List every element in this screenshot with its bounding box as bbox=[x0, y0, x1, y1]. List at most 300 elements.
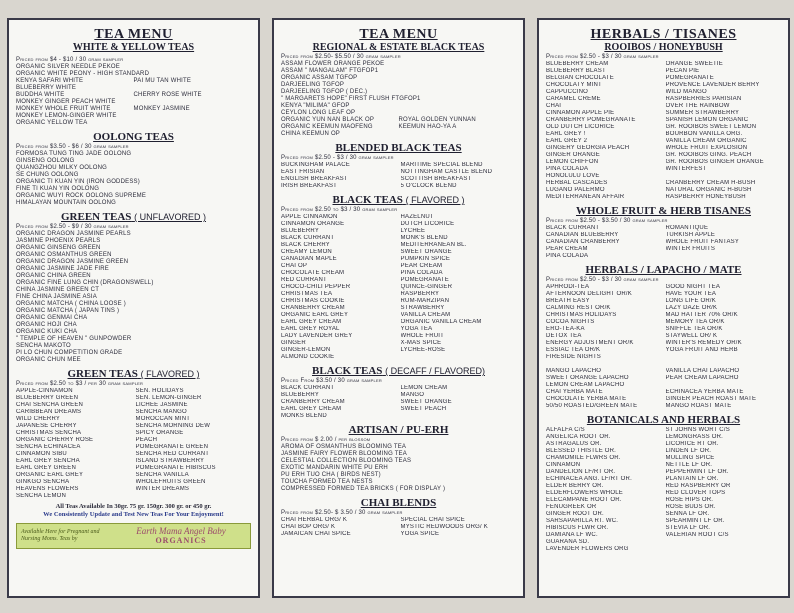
list-item: SENCHA VANILLA bbox=[135, 472, 189, 478]
list-item: ORGANIC GINSENG GREEN bbox=[16, 245, 101, 251]
list-item: PU ERH TUO CHA ( BIRDS NEST) bbox=[281, 472, 381, 478]
section-title-regional: REGIONAL & ESTATE BLACK TEAS bbox=[312, 42, 485, 53]
list-item bbox=[546, 361, 662, 368]
section-subtitle: ( UNFLAVORED ) bbox=[134, 212, 206, 222]
list-item: SWEET ORANGE bbox=[400, 249, 452, 255]
list-item: SWEET ORANGE bbox=[400, 399, 452, 405]
list-item: WHOLE FRUIT bbox=[400, 333, 445, 339]
artisan-list bbox=[281, 444, 516, 493]
list-item: SWEET ORANGE LAPACHO bbox=[546, 375, 629, 381]
oolong-list bbox=[16, 151, 251, 207]
two-column-list bbox=[281, 517, 516, 538]
list-item: SPICY ORANGE bbox=[135, 430, 184, 436]
section-title-green-flavored bbox=[16, 368, 251, 381]
list-item: DARJEELING TGFOP ( DEC.) bbox=[281, 89, 368, 95]
section-title-artisan: ARTISAN / PU-ERH bbox=[348, 424, 449, 436]
list-item: OLD DUTCH LICORICE bbox=[546, 124, 615, 130]
list-item: ECHINACEA ANG. LF/RT OR. bbox=[546, 476, 632, 482]
list-item: 5 O'CLOCK BLEND bbox=[400, 183, 457, 189]
list-item: ORGANIC MATCHA ( JAPAN TINS ) bbox=[16, 308, 120, 314]
list-item: WINTERFEST bbox=[665, 166, 707, 172]
list-item: " TEMPLE OF HEAVEN " GUNPOWDER bbox=[16, 336, 132, 342]
section-price: Priced from $4 - $10 / 30 gram sampler bbox=[16, 57, 124, 63]
list-item: ALMOND COOKIE bbox=[281, 354, 335, 360]
list-item: LEMON CREAM LAPACHO bbox=[546, 382, 625, 388]
list-item: SUMMER STRAWBERRY bbox=[665, 110, 740, 116]
column-right bbox=[401, 517, 517, 538]
list-item: SENCHA MAKOTO bbox=[16, 343, 71, 349]
list-item: WHOLE FRUIT EXPLOSION bbox=[665, 145, 748, 151]
list-item: NOTTINGHAM CASTLE BLEND bbox=[400, 169, 493, 175]
list-item: ROMANTIQUE bbox=[665, 225, 709, 231]
list-pair bbox=[16, 92, 251, 99]
list-item: PLANTAIN LF OR. bbox=[665, 476, 719, 482]
list-item: ROYAL GOLDEN YUNNAN bbox=[398, 117, 476, 123]
list-item: LADY LAVENDER GREY bbox=[281, 333, 353, 339]
list-item: 50/50 ROASTED/GREEN MATE bbox=[546, 403, 638, 409]
list-item: BLUEBERRY WHITE bbox=[16, 85, 77, 91]
list-item: CHRISTMAS HOLIDAYS bbox=[546, 312, 617, 318]
list-item: POMEGRANATE GREEN bbox=[135, 444, 209, 450]
list-item: POMEGRANATE HIBISCUS bbox=[135, 465, 216, 471]
list-item: STEVIA LF OR. bbox=[665, 525, 711, 531]
list-item: ORGANIC OSMANTHUS GREEN bbox=[16, 252, 112, 258]
list-item: SNIFFLE TEA OR/K bbox=[665, 326, 723, 332]
list-item: CHAI YERBA MATE bbox=[546, 389, 603, 395]
list-item: FINE CHINA JASMINE ASIA bbox=[16, 294, 97, 300]
list-item: ASSAM FLOWER ORANGE PEKOE bbox=[281, 61, 385, 67]
list-item: TOUCHA FORMED TEA NESTS bbox=[281, 479, 373, 485]
list-item: ROSE BUDS OR. bbox=[665, 504, 716, 510]
list-item: PEACH bbox=[135, 437, 158, 443]
section-price: Priced From $3.50 / 30 gram sampler bbox=[281, 378, 382, 384]
list-item: CHAI BOP ORG/ K bbox=[281, 524, 336, 530]
list-pair bbox=[281, 117, 516, 124]
list-item: ORGANIC TI KUAN YIN (IRON GODDESS) bbox=[16, 179, 140, 185]
list-item: CANADIAN CRANBERRY bbox=[546, 239, 620, 245]
section-price: Priced from $2.50 - $3 / 30 gram sampler bbox=[281, 155, 394, 161]
list-item: GUARANA SD. bbox=[546, 539, 590, 545]
section-price: Priced from $2.50 - $3.50 / 30 gram sampler bbox=[546, 218, 668, 224]
list-item: CREAMY LEMON bbox=[281, 249, 332, 255]
list-item: EARL GREY CREAM bbox=[281, 406, 342, 412]
list-item: HERBAL CASCADES bbox=[546, 180, 608, 186]
section-title-botanicals: BOTANICALS AND HERBALS bbox=[586, 414, 741, 426]
list-item: CANADIAN MAPLE bbox=[281, 256, 337, 262]
list-pair bbox=[281, 124, 516, 131]
list-item: ORGANIC ASSAM TGFOP bbox=[281, 75, 358, 81]
list-item: RASPBERRIES PARISIAN bbox=[665, 96, 742, 102]
list-item bbox=[136, 493, 252, 500]
list-item: AFTERNOON DELIGHT OR/K bbox=[546, 291, 632, 297]
list-item: CINNAMON bbox=[546, 462, 581, 468]
list-item: CRANBERRY CREAM bbox=[281, 305, 345, 311]
column-left bbox=[281, 385, 397, 420]
list-item: APHRODI-TEA bbox=[546, 284, 590, 290]
list-item: POMEGRANATE bbox=[400, 277, 449, 283]
list-item: BREATH EASY bbox=[546, 298, 590, 304]
list-item: FIRESIDE NIGHTS bbox=[546, 354, 602, 360]
two-column-list bbox=[546, 284, 781, 410]
list-item: MOROCCAN MINT bbox=[135, 416, 191, 422]
list-item: MAD HATTER 70% OR/K bbox=[665, 312, 738, 318]
list-item: ENERGY ADJUSTMENT OR/K bbox=[546, 340, 634, 346]
list-item: LAVENDER FLOWERS ORG bbox=[546, 546, 629, 552]
list-item bbox=[666, 173, 782, 180]
column-left bbox=[546, 225, 662, 260]
list-item: RED CURRANT bbox=[281, 277, 327, 283]
list-item: CHINA JASMINE GREEN CT bbox=[16, 287, 100, 293]
list-item: CAPPUCCINO bbox=[546, 89, 589, 95]
list-item: SCOTTISH BREAKFAST bbox=[400, 176, 472, 182]
list-item: FORMOSA TUNG TING JADE OOLONG bbox=[16, 151, 132, 157]
column-right bbox=[666, 427, 782, 553]
section-price: Priced from $2.50 to $3 / per 30 gram sampler bbox=[16, 381, 144, 387]
list-item: SPECIAL CHAI SPICE bbox=[400, 517, 465, 523]
column-left bbox=[281, 214, 397, 361]
list-item: WHOLEFRUITS GREEN bbox=[135, 479, 206, 485]
list-item: CEYLON LONG LEAF OP bbox=[281, 110, 356, 116]
brand-logo-name: Earth Mama Angel Baby bbox=[136, 526, 226, 536]
list-item: DAMIANA LF WC. bbox=[546, 532, 598, 538]
list-item: BLUEBERRY CREAM bbox=[546, 61, 609, 67]
list-item: ENGLISH BREAKFAST bbox=[281, 176, 348, 182]
list-item: POMEGRANATE bbox=[665, 75, 714, 81]
list-item: CRANBERRY CREAM H-BUSH bbox=[665, 180, 756, 186]
list-item: ORGANIC KEEMUN MAOFENG bbox=[281, 124, 373, 130]
menu-title: TEA MENU bbox=[94, 27, 173, 42]
list-item: JAMAICAN CHAI SPICE bbox=[281, 531, 351, 537]
list-item: SWEET PEACH bbox=[400, 406, 447, 412]
list-item: SENCHA MORNING DEW bbox=[135, 423, 211, 429]
section-price: Priced from $2.50 - $3 / 30 gram sampler bbox=[546, 54, 659, 60]
section-price: Priced from $2.50 - $3 / 30 gram sampler bbox=[546, 277, 659, 283]
section-title-text: BLACK TEAS bbox=[312, 365, 383, 377]
list-item: MONKEY WHOLE FRUIT WHITE bbox=[16, 106, 111, 112]
column-right bbox=[666, 284, 782, 410]
list-item: KEEMUN HAO-YA A bbox=[398, 124, 457, 130]
list-item: COMPRESSED FORMED TEA BRICKS ( FOR DISPLAY ) bbox=[281, 486, 446, 492]
list-item: BELGIAN CHOCOLATE bbox=[546, 75, 614, 81]
list-item: CARAMEL CREME bbox=[546, 96, 601, 102]
list-item: ORGANIC DRAGON JASMINE PEARLS bbox=[16, 231, 131, 237]
list-item: RUM-MARZIPAN bbox=[400, 298, 450, 304]
list-item: CELESTIAL COLLECTION BLOOMING TEAS bbox=[281, 458, 412, 464]
list-item: PEPPERMINT LF OR. bbox=[665, 469, 729, 475]
list-item bbox=[666, 361, 782, 368]
list-item: ORGANIC CHINA GREEN bbox=[16, 273, 91, 279]
list-item: HAZELNUT bbox=[400, 214, 434, 220]
list-item: CHOCO-CHILI PEPPER bbox=[281, 284, 351, 290]
list-item: PINA COLADA bbox=[546, 166, 589, 172]
column-right bbox=[666, 225, 782, 260]
banner-text: Available Here for Pregnant and Nursing Moms. Teas by bbox=[21, 529, 100, 542]
list-item: ORANGE SWEETIE bbox=[665, 61, 723, 67]
list-item: SENNA LF OR. bbox=[665, 511, 710, 517]
list-item: ESSIAC TEA OR/K bbox=[546, 347, 601, 353]
list-item: VANILLA CREAM bbox=[400, 312, 451, 318]
list-item: X-MAS SPICE bbox=[400, 340, 442, 346]
list-item: MEDITERRANEAN BL. bbox=[400, 242, 467, 248]
column-left bbox=[546, 61, 662, 201]
list-item bbox=[666, 253, 782, 260]
section-title-black-decaf bbox=[281, 365, 516, 378]
two-column-list bbox=[281, 162, 516, 190]
list-item: EARL GREY 2 bbox=[546, 138, 588, 144]
list-item: MEDITERRANEAN AFFAIR bbox=[546, 194, 625, 200]
two-column-list bbox=[546, 61, 781, 201]
list-item: ORGANIC SILVER NEEDLE PEKOE bbox=[16, 64, 120, 70]
list-item: MONKEY GINGER PEACH WHITE bbox=[16, 99, 116, 105]
list-item: NETTLE LF OR. bbox=[665, 462, 713, 468]
column-right bbox=[136, 388, 252, 500]
list-item: ANGELICA ROOT OR. bbox=[546, 434, 611, 440]
list-item: VANILLA CHAI LAPACHO bbox=[665, 368, 740, 374]
list-item: ORGANIC VANILLA CREAM bbox=[400, 319, 482, 325]
column-left bbox=[546, 427, 662, 553]
list-item: BOURBON VANILLA ORG. bbox=[665, 131, 743, 137]
section-title-rooibos: ROOIBOS / HONEYBUSH bbox=[604, 42, 723, 53]
list-item: PEAR CREAM LAPACHO bbox=[665, 375, 739, 381]
column-right bbox=[401, 385, 517, 420]
list-item: VALERIAN ROOT C/S bbox=[665, 532, 729, 538]
list-item: CHOCOLATE YERBA MATE bbox=[546, 396, 627, 402]
section-title-herbals-lapacho: HERBALS / LAPACHO / MATE bbox=[585, 264, 742, 276]
list-item: GINGER-LEMON bbox=[281, 347, 331, 353]
list-item: ORGANIC KUKI CHA bbox=[16, 329, 78, 335]
list-item: ORGANIC DRAGON JASMINE GREEN bbox=[16, 259, 129, 265]
list-item: PECAN PIE bbox=[665, 68, 700, 74]
list-item: DETOX TEA bbox=[546, 333, 582, 339]
list-item: ORGANIC WUYI ROCK OOLONG SUPREME bbox=[16, 193, 147, 199]
list-item: SPEARMINT LF OR. bbox=[665, 518, 725, 524]
update-note: We Consistently Update and Test New Teas For Your Enjoyment! bbox=[43, 511, 224, 518]
list-item: MONKEY LEMON-GINGER WHITE bbox=[16, 113, 117, 119]
list-item: BLESSED THISTLE OR. bbox=[546, 448, 617, 454]
list-item: CINNAMON APPLE PIE bbox=[546, 110, 615, 116]
two-column-list bbox=[281, 214, 516, 361]
list-item: GINGER bbox=[281, 340, 306, 346]
list-item: CANADIAN BLUEBERRY bbox=[546, 232, 619, 238]
list-item: ROSE HIPS OR. bbox=[665, 497, 714, 503]
column-right bbox=[401, 214, 517, 361]
list-item: ORGANIC MATCHA ( CHINA LOOSE ) bbox=[16, 301, 126, 307]
list-item: SENCHA MANGO bbox=[135, 409, 187, 415]
list-item: LUGANO PALERMO bbox=[546, 187, 605, 193]
list-item: RED RASPBERRY OR bbox=[665, 483, 731, 489]
list-item: ORGANIC GENMAI CHA bbox=[16, 315, 88, 321]
list-item: SEN. HOLIDAYS bbox=[135, 388, 184, 394]
brand-logo bbox=[116, 527, 246, 545]
list-item: PAI MU TAN WHITE bbox=[133, 78, 192, 84]
list-item: BLACK CURRANT bbox=[281, 235, 335, 241]
list-item: CHRISTMAS SENCHA bbox=[16, 430, 82, 436]
list-item: MANGO ROAST MATE bbox=[665, 403, 732, 409]
list-item: CHAI SENCHA GREEN bbox=[16, 402, 84, 408]
list-item: GINGER ROOT OR. bbox=[546, 511, 604, 517]
list-item: SENCHA LEMON bbox=[16, 493, 67, 499]
list-item: MARITIME SPECIAL BLEND bbox=[400, 162, 483, 168]
list-item: CHAMOMILE FLWRS OR. bbox=[546, 455, 621, 461]
list-item: HIMALAYAN MOUNTAIN OOLONG bbox=[16, 200, 117, 206]
list-item: MONKEY JASMINE bbox=[133, 106, 190, 112]
list-item: ORGANIC JASMINE JADE FIRE bbox=[16, 266, 110, 272]
list-item: WHOLE FRUIT FANTASY bbox=[665, 239, 740, 245]
section-title-white-yellow: WHITE & YELLOW TEAS bbox=[72, 42, 195, 53]
list-item: DANDELION LF/RT OR. bbox=[546, 469, 616, 475]
list-item: BLUEBERRY bbox=[281, 392, 320, 398]
list-item: WINTER FRUITS bbox=[665, 246, 716, 252]
list-item: EXOTIC MANDARIN WHITE PU ERH bbox=[281, 465, 388, 471]
brand-logo-organics: ORGANICS bbox=[155, 536, 207, 545]
list-item: CHOCOLATY MINT bbox=[546, 82, 602, 88]
section-title-text: GREEN TEAS bbox=[67, 368, 138, 380]
list-item: ECHINACEA YERBA MATE bbox=[665, 389, 744, 395]
list-item: COCOA NIGHTS bbox=[546, 319, 595, 325]
section-price: Priced from $ 2.00 / per blossom bbox=[281, 437, 371, 443]
section-title-green-unflavored bbox=[16, 211, 251, 224]
column-right bbox=[401, 162, 517, 190]
column-right bbox=[666, 61, 782, 201]
list-item: BLACK CHERRY bbox=[281, 242, 330, 248]
list-pair bbox=[16, 78, 251, 85]
column-left bbox=[281, 517, 397, 538]
section-subtitle: ( FLAVORED ) bbox=[140, 369, 200, 379]
list-item: PINA COLADA bbox=[546, 253, 589, 259]
section-title-black-flavored bbox=[281, 194, 516, 207]
list-item: STRAWBERRY bbox=[400, 305, 445, 311]
list-item: RED CLOVER TOPS bbox=[665, 490, 726, 496]
list-item: GR. ROOIBOS GINGER ORANGE bbox=[665, 159, 764, 165]
list-item: EARL GREY ROYAL bbox=[281, 326, 340, 332]
list-item: ORGANIC CHUN MEE bbox=[16, 357, 81, 363]
list-item: YOGA TEA bbox=[400, 326, 433, 332]
section-price: Priced from $2.50- $ 3.50 / 30 gram sampler bbox=[281, 510, 403, 516]
list-item: LONG LIFE OR/K bbox=[665, 298, 716, 304]
list-item bbox=[666, 539, 782, 546]
list-item bbox=[666, 382, 782, 389]
section-subtitle: ( DECAFF / FLAVORED) bbox=[385, 366, 485, 376]
list-item: GR. ROOIBOS GING. PEACH bbox=[665, 152, 752, 158]
menu-panel-1 bbox=[7, 18, 260, 598]
list-item: CHRISTMAS COOKIE bbox=[281, 298, 345, 304]
list-item: GINKGO SENCHA bbox=[16, 479, 70, 485]
menu-panel-2 bbox=[272, 18, 525, 598]
list-item: PI LO CHUN COMPETITION GRADE bbox=[16, 350, 123, 356]
column-left bbox=[16, 388, 132, 500]
list-item: NATURAL ORGANIC H-BUSH bbox=[665, 187, 752, 193]
section-title-chai: CHAI BLENDS bbox=[360, 497, 437, 509]
green-unflavored-list bbox=[16, 231, 251, 364]
section-price: Priced from $2.50- $5.50 / 30 gram sampler bbox=[281, 54, 401, 60]
column-left bbox=[546, 284, 662, 410]
list-item: PEAR CREAM bbox=[400, 263, 443, 269]
list-item: LEMON CHIFFON bbox=[546, 159, 599, 165]
sizes-note: All Teas Available In 30gr. 75 gr. 150gr. 300 gr. or 450 gr. bbox=[55, 503, 212, 510]
list-item: JASMINE FAIRY FLOWER BLOOMING TEA bbox=[281, 451, 407, 457]
list-item: ALFALFA C/S bbox=[546, 427, 585, 433]
list-item: FENUGREEK OR bbox=[546, 504, 597, 510]
list-item: CHOCOLATE CREAM bbox=[281, 270, 345, 276]
list-item: SENCHA RED CURRANT bbox=[135, 451, 210, 457]
list-item: EARL GREY GREEN bbox=[16, 465, 77, 471]
section-title-text: BLACK TEAS bbox=[332, 194, 403, 206]
list-item: ORGANIC WHITE PEONY - HIGH STANDARD bbox=[16, 71, 150, 77]
list-item: TURKISH APPLE bbox=[665, 232, 716, 238]
list-item: LICORICE RT OR. bbox=[665, 441, 719, 447]
list-item: JASMINE PHOENIX PEARLS bbox=[16, 238, 101, 244]
list-item: SENCHA ECHINACEA bbox=[16, 444, 81, 450]
list-item: JAPANESE CHERRY bbox=[16, 423, 77, 429]
list-item: CARIBBEAN DREAMS bbox=[16, 409, 82, 415]
list-item: MEMORY TEA OR/K bbox=[665, 319, 725, 325]
list-item: ELECAMPANE ROOT OR. bbox=[546, 497, 622, 503]
menu-title: HERBALS / TISANES bbox=[590, 27, 737, 42]
list-item: ST JOHNS WORT C/S bbox=[665, 427, 730, 433]
list-item: MANGO LAPACHO bbox=[546, 368, 602, 374]
list-item: DARJEELING TGFOP bbox=[281, 82, 345, 88]
list-item: BUCKINGHAM PALACE bbox=[281, 162, 350, 168]
list-item: GINGER PEACH ROAST MATE bbox=[665, 396, 757, 402]
list-item: RASPBERRY HONEYBUSH bbox=[665, 194, 746, 200]
list-item: ORGANIC YUN NAN BLACK OP bbox=[281, 117, 375, 123]
list-item: CRANBERRY POMEGRANATE bbox=[546, 117, 636, 123]
section-price: Priced from $2.50 to $3 / 30 gram sampler bbox=[281, 207, 398, 213]
list-item: HIBISCUS FLWR OR. bbox=[546, 525, 609, 531]
list-item: APPLE CINNAMON bbox=[281, 214, 338, 220]
list-item: HEAVENS FLOWERS bbox=[16, 486, 79, 492]
list-item: YOGA FRUIT AND HERB bbox=[665, 347, 738, 353]
list-item: LYCHEE-ROSE bbox=[400, 347, 446, 353]
list-item: ORGANIC CHERRY ROSE bbox=[16, 437, 94, 443]
list-item: MONKS BLEND bbox=[281, 413, 327, 419]
list-item: BLUEBERRY BLAST bbox=[546, 68, 606, 74]
section-title-oolong: OOLONG TEAS bbox=[93, 131, 174, 143]
regional-list bbox=[281, 61, 516, 117]
pregnancy-banner bbox=[16, 523, 251, 549]
list-item: SPANISH LEMON ORGANIC bbox=[665, 117, 749, 123]
list-item: ORGANIC EARL GREY bbox=[16, 472, 84, 478]
list-item: GINSENG OOLONG bbox=[16, 158, 75, 164]
section-price: Priced from $2.50 - $9 / 30 gram sampler bbox=[16, 224, 129, 230]
list-item: AROMA OF OSMANTHUS BLOOMING TEA bbox=[281, 444, 407, 450]
list-item: CALMING REST OR/K bbox=[546, 305, 611, 311]
list-item: LYCHEE bbox=[400, 228, 426, 234]
list-item: VANILLA CREAM ORGANIC bbox=[665, 138, 747, 144]
list-item: CHAI OP bbox=[281, 263, 308, 269]
list-item: SARSAPARILLA RT. WC. bbox=[546, 518, 619, 524]
list-item: LEMONGRASS OR. bbox=[665, 434, 723, 440]
list-item: BLUEBERRY GREEN bbox=[16, 395, 79, 401]
list-item: BUDDHA WHITE bbox=[16, 92, 65, 98]
list-item: SE CHUNG OOLONG bbox=[16, 172, 79, 178]
list-item: LICHEE JASMINE bbox=[135, 402, 188, 408]
list-item: WILD CHERRY bbox=[16, 416, 61, 422]
list-item: " MARGARETS HOPE" FIRST FLUSH FTGFOP1 bbox=[281, 96, 421, 102]
list-item: GINGERY GEORGIA PEACH bbox=[546, 145, 630, 151]
list-item: LEMON CREAM bbox=[400, 385, 448, 391]
list-item: GOOD NIGHT TEA bbox=[665, 284, 721, 290]
list-item: PROVENCE LAVENDER BERRY bbox=[665, 82, 760, 88]
list-item: PUMPKIN SPICE bbox=[400, 256, 451, 262]
list-item: ORGANIC FINE LUNG CHIN (DRAGONSWELL) bbox=[16, 280, 154, 286]
list-item: RASPBERRY bbox=[400, 291, 440, 297]
list-item bbox=[401, 413, 517, 420]
list-item: ORGANIC YELLOW TEA bbox=[16, 120, 88, 126]
list-item: QUINCE-GINGER bbox=[400, 284, 453, 290]
list-item: PEAR CREAM bbox=[546, 246, 588, 252]
list-item: CHAI HERBAL ORG/ K bbox=[281, 517, 348, 523]
